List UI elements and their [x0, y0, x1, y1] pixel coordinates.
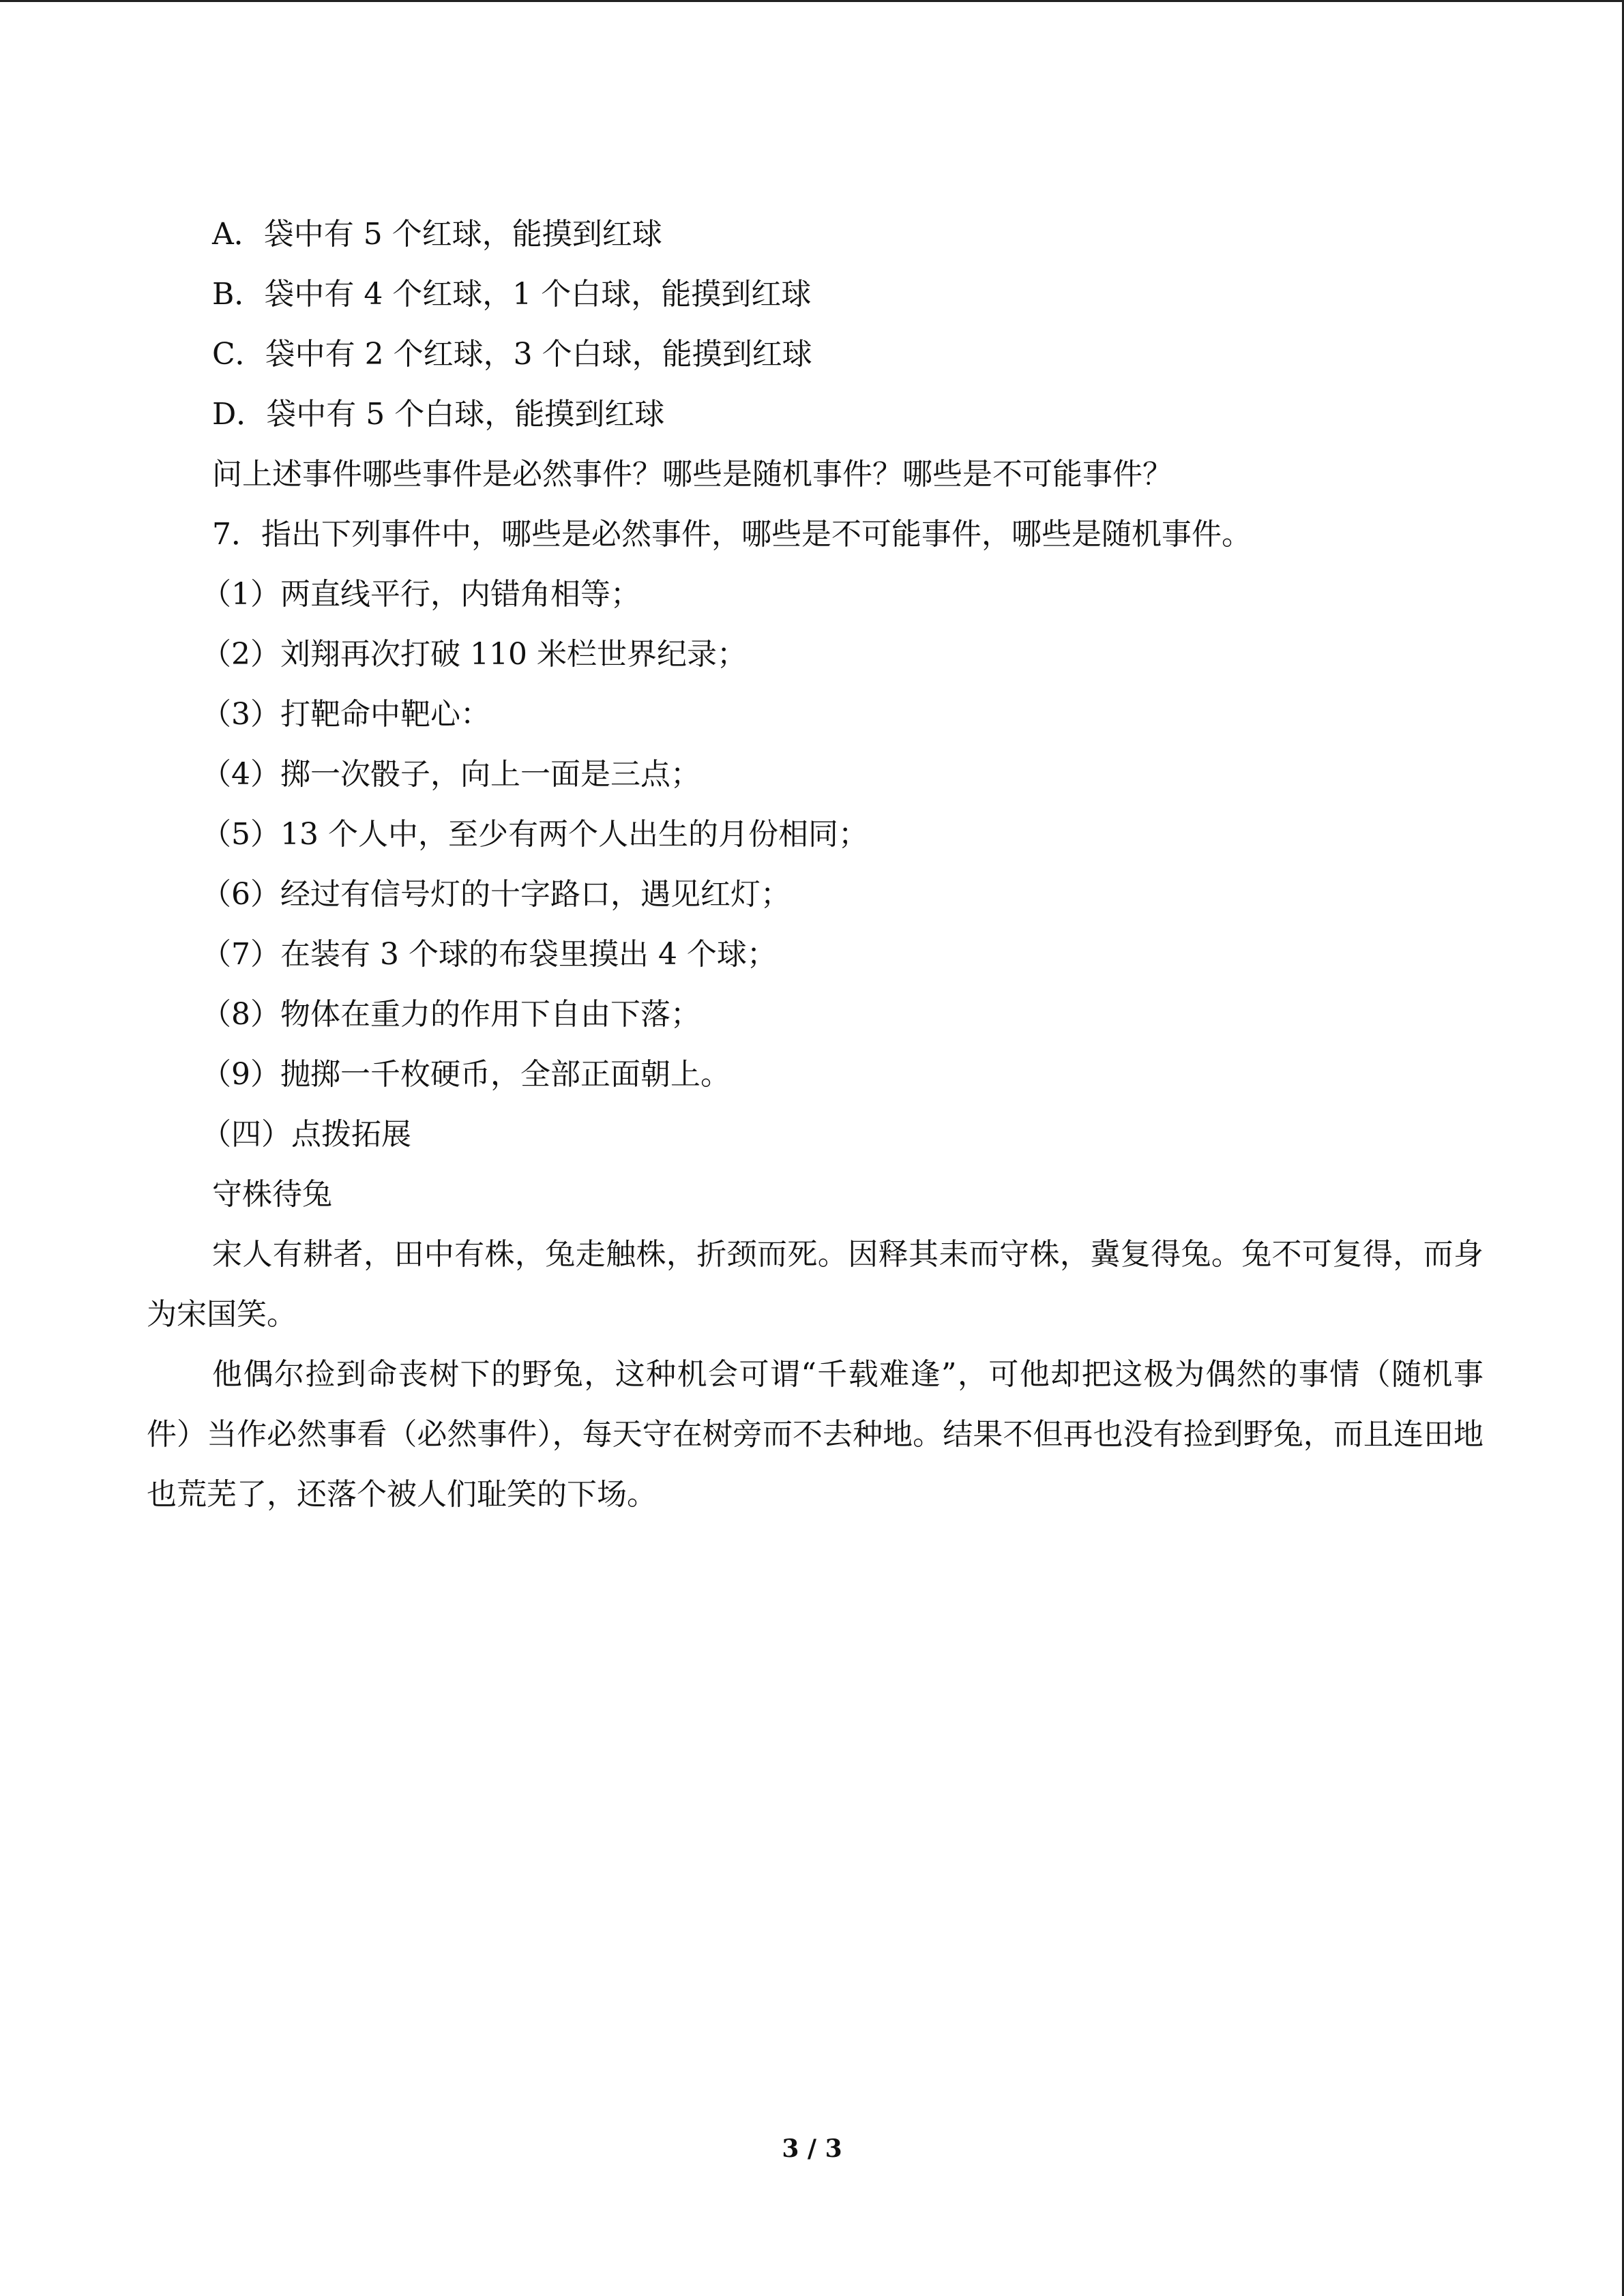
page-number: 3 / 3	[782, 2134, 842, 2163]
story-paragraph-1: 宋人有耕者，田中有株，兔走触株，折颈而死。因释其耒而守株，冀复得兔。兔不可复得，而身为宋国笑。	[147, 1237, 1483, 1332]
q7-item-9: （9）抛掷一千枚硬币，全部正面朝上。	[201, 1057, 730, 1092]
option-a: A．袋中有 5 个红球，能摸到红球	[212, 217, 662, 252]
option-b: B．袋中有 4 个红球，1 个白球，能摸到红球	[212, 277, 812, 312]
section-heading: （四）点拨拓展	[201, 1117, 411, 1152]
option-c: C．袋中有 2 个红球，3 个白球，能摸到红球	[212, 337, 812, 372]
story-paragraph-2: 他偶尔捡到命丧树下的野兔，这种机会可谓“千载难逢”，可他却把这极为偶然的事情（随机事件）当作必然事看（必然事件），每天守在树旁而不去种地。结果不但再也没有捡到野兔，而且连田地也荒芜了，还落个被人们耻笑的下场。	[147, 1357, 1483, 1512]
option-d: D．袋中有 5 个白球，能摸到红球	[212, 397, 665, 432]
question-line: 问上述事件哪些事件是必然事件？哪些是随机事件？哪些是不可能事件？	[212, 457, 1172, 492]
q7-item-1: （1）两直线平行，内错角相等；	[201, 577, 640, 612]
q7-item-4: （4）掷一次骰子，向上一面是三点；	[201, 757, 700, 792]
q7-item-3: （3）打靶命中靶心：	[201, 697, 490, 732]
q7-item-8: （8）物体在重力的作用下自由下落；	[201, 997, 700, 1032]
story-title: 守株待兔	[212, 1177, 332, 1212]
q7-item-5: （5）13 个人中，至少有两个人出生的月份相同；	[201, 817, 868, 852]
q7-item-7: （7）在装有 3 个球的布袋里摸出 4 个球；	[201, 937, 777, 972]
q7-title: 7．指出下列事件中，哪些是必然事件，哪些是不可能事件，哪些是随机事件。	[212, 517, 1252, 552]
q7-item-6: （6）经过有信号灯的十字路口，遇见红灯；	[201, 877, 791, 912]
q7-item-2: （2）刘翔再次打破 110 米栏世界纪录；	[201, 637, 747, 672]
document-body	[147, 205, 1483, 1525]
